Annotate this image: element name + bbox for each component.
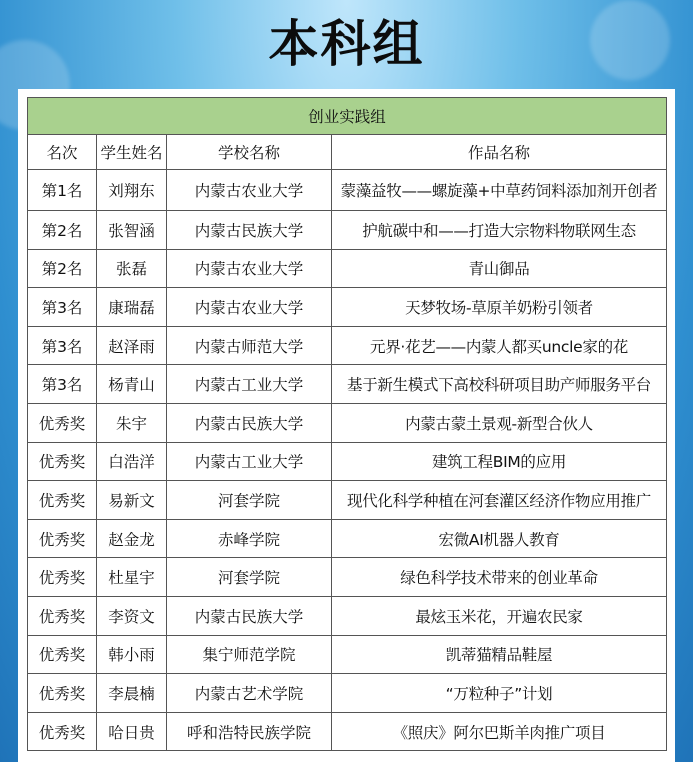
cell-rank: 优秀奖 xyxy=(28,442,97,481)
cell-work: 青山御品 xyxy=(332,249,667,288)
table-row xyxy=(28,403,667,442)
cell-rank: 第1名 xyxy=(28,170,97,211)
table-row xyxy=(28,481,667,520)
group-title: 创业实践组 xyxy=(28,98,667,135)
table-row xyxy=(28,365,667,404)
cell-school: 呼和浩特民族学院 xyxy=(167,712,332,751)
table-row xyxy=(28,249,667,288)
cell-work: 护航碳中和——打造大宗物料物联网生态 xyxy=(332,211,667,250)
table-row xyxy=(28,170,667,211)
page-title: 本科组 xyxy=(268,15,425,73)
header-school: 学校名称 xyxy=(167,135,332,170)
table-row xyxy=(28,326,667,365)
cell-rank: 第2名 xyxy=(28,249,97,288)
cell-school: 内蒙古艺术学院 xyxy=(167,674,332,713)
cell-student: 张磊 xyxy=(97,249,167,288)
cell-school: 内蒙古工业大学 xyxy=(167,365,332,404)
cell-school: 赤峰学院 xyxy=(167,519,332,558)
header-row xyxy=(28,135,667,170)
table-row xyxy=(28,442,667,481)
cell-rank: 第2名 xyxy=(28,211,97,250)
table-row xyxy=(28,519,667,558)
cell-work: 凯蒂猫精品鞋屋 xyxy=(332,635,667,674)
cell-rank: 第3名 xyxy=(28,326,97,365)
cell-work: 建筑工程BIM的应用 xyxy=(332,442,667,481)
table-row xyxy=(28,558,667,597)
cell-school: 内蒙古师范大学 xyxy=(167,326,332,365)
cell-rank: 优秀奖 xyxy=(28,519,97,558)
cell-work: 绿色科学技术带来的创业革命 xyxy=(332,558,667,597)
cell-school: 内蒙古民族大学 xyxy=(167,211,332,250)
cell-student: 朱宇 xyxy=(97,403,167,442)
cell-student: 哈日贵 xyxy=(97,712,167,751)
cell-school: 内蒙古农业大学 xyxy=(167,288,332,327)
cell-student: 李晨楠 xyxy=(97,674,167,713)
cell-student: 康瑞磊 xyxy=(97,288,167,327)
cell-work: “万粒种子”计划 xyxy=(332,674,667,713)
cell-student: 白浩洋 xyxy=(97,442,167,481)
cell-rank: 优秀奖 xyxy=(28,481,97,520)
cell-school: 内蒙古农业大学 xyxy=(167,249,332,288)
cell-school: 集宁师范学院 xyxy=(167,635,332,674)
cell-school: 内蒙古工业大学 xyxy=(167,442,332,481)
cell-work: 最炫玉米花，开遍农民家 xyxy=(332,596,667,635)
cell-work: 基于新生模式下高校科研项目助产师服务平台 xyxy=(332,365,667,404)
results-sheet xyxy=(18,89,675,762)
results-table xyxy=(27,97,667,751)
cell-work: 《照庆》阿尔巴斯羊肉推广项目 xyxy=(332,712,667,751)
cell-work: 元界·花艺——内蒙人都买uncle家的花 xyxy=(332,326,667,365)
cell-rank: 优秀奖 xyxy=(28,403,97,442)
cell-student: 刘翔东 xyxy=(97,170,167,211)
cell-rank: 第3名 xyxy=(28,365,97,404)
table-row xyxy=(28,635,667,674)
table-row xyxy=(28,211,667,250)
cell-student: 杨青山 xyxy=(97,365,167,404)
cell-school: 河套学院 xyxy=(167,481,332,520)
cell-rank: 第3名 xyxy=(28,288,97,327)
cell-school: 内蒙古民族大学 xyxy=(167,596,332,635)
cell-rank: 优秀奖 xyxy=(28,558,97,597)
header-student: 学生姓名 xyxy=(97,135,167,170)
table-row xyxy=(28,712,667,751)
table-row xyxy=(28,288,667,327)
cell-rank: 优秀奖 xyxy=(28,596,97,635)
cell-school: 河套学院 xyxy=(167,558,332,597)
cell-student: 赵泽雨 xyxy=(97,326,167,365)
cell-student: 赵金龙 xyxy=(97,519,167,558)
header-rank: 名次 xyxy=(28,135,97,170)
cell-student: 李资文 xyxy=(97,596,167,635)
table-row xyxy=(28,596,667,635)
cell-rank: 优秀奖 xyxy=(28,674,97,713)
cell-student: 张智涵 xyxy=(97,211,167,250)
cell-school: 内蒙古农业大学 xyxy=(167,170,332,211)
cell-work: 蒙藻益牧——螺旋藻+中草药饲料添加剂开创者 xyxy=(332,170,667,211)
cell-work: 宏微AI机器人教育 xyxy=(332,519,667,558)
cell-work: 内蒙古蒙土景观-新型合伙人 xyxy=(332,403,667,442)
cell-school: 内蒙古民族大学 xyxy=(167,403,332,442)
cell-student: 易新文 xyxy=(97,481,167,520)
table-body xyxy=(28,170,667,751)
group-title-row xyxy=(28,98,667,135)
header-work: 作品名称 xyxy=(332,135,667,170)
cell-work: 天梦牧场-草原羊奶粉引领者 xyxy=(332,288,667,327)
table-row xyxy=(28,674,667,713)
cell-work: 现代化科学种植在河套灌区经济作物应用推广 xyxy=(332,481,667,520)
cell-student: 韩小雨 xyxy=(97,635,167,674)
cell-rank: 优秀奖 xyxy=(28,712,97,751)
cell-rank: 优秀奖 xyxy=(28,635,97,674)
cell-student: 杜星宇 xyxy=(97,558,167,597)
